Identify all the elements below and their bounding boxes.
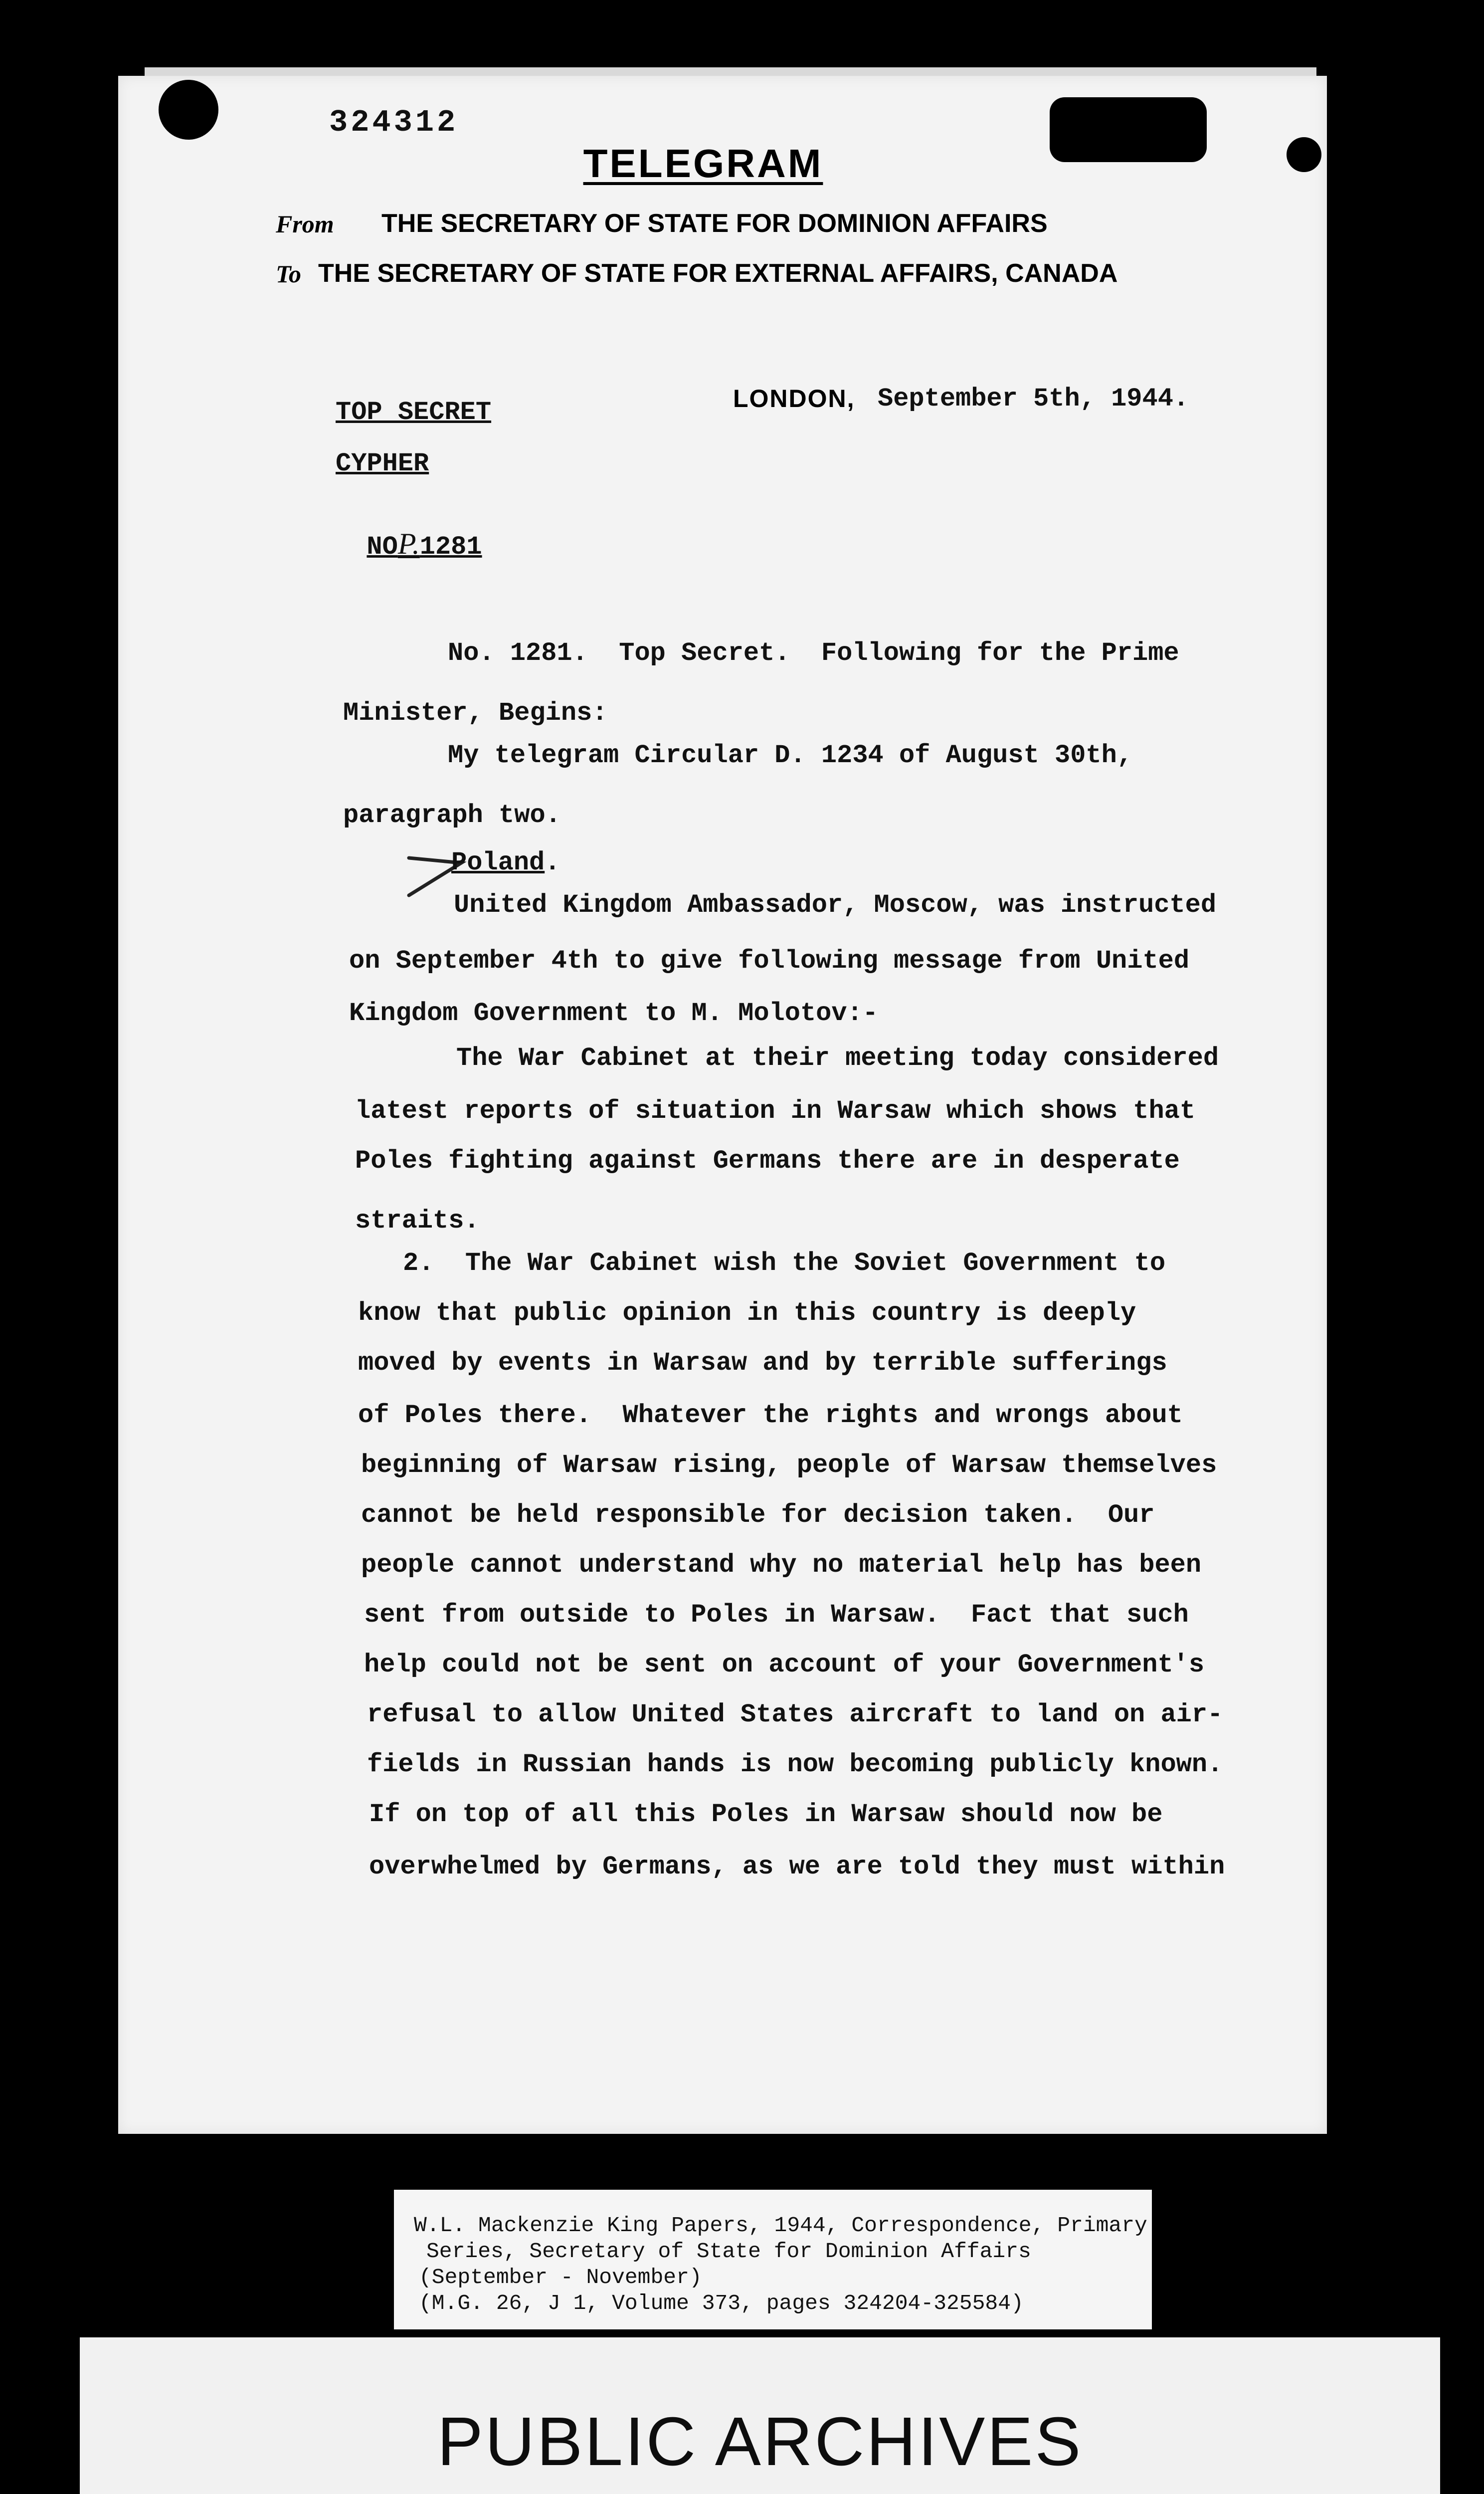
body-line: know that public opinion in this country is deeply — [358, 1298, 1136, 1328]
body-line: help could not be sent on account of your Government's — [364, 1650, 1205, 1679]
body-line: The War Cabinet at their meeting today considered — [456, 1043, 1219, 1073]
collection-label-line: (September - November) — [419, 2265, 702, 2289]
punch-hole — [159, 80, 218, 140]
telegram-title: TELEGRAM — [583, 141, 823, 186]
cypher-label: CYPHER — [336, 449, 429, 478]
body-line: My telegram Circular D. 1234 of August 30th, — [448, 741, 1133, 770]
body-line: cannot be held responsible for decision taken. Our — [361, 1500, 1155, 1530]
body-line: fields in Russian hands is now becoming publicly known. — [367, 1750, 1223, 1779]
body-line: people cannot understand why no material help has been — [361, 1550, 1202, 1580]
collection-label-line: Series, Secretary of State for Dominion Affairs — [426, 2239, 1031, 2264]
body-line: No. 1281. Top Secret. Following for the Prime — [448, 638, 1179, 668]
collection-label-line: (M.G. 26, J 1, Volume 373, pages 324204-325584) — [419, 2291, 1024, 2315]
place: LONDON, — [733, 385, 855, 413]
poland-heading-text: Poland — [451, 848, 545, 877]
to-label: To — [276, 260, 301, 288]
number-label: NO — [367, 532, 398, 562]
classification: TOP SECRET — [336, 398, 492, 427]
handwritten-prefix: P. — [397, 527, 420, 560]
archive-reference-number: 324312 — [329, 105, 459, 140]
collection-label — [394, 2190, 1152, 2329]
poland-heading: Poland. — [451, 848, 560, 877]
body-line: Minister, Begins: — [343, 698, 608, 728]
number-value: 1281 — [419, 532, 482, 562]
body-line: overwhelmed by Germans, as we are told they must within — [369, 1852, 1225, 1881]
from-value: THE SECRETARY OF STATE FOR DOMINION AFFAIRS — [381, 209, 1048, 238]
body-line: straits. — [355, 1206, 480, 1236]
to-value: THE SECRETARY OF STATE FOR EXTERNAL AFFAIRS, CANADA — [318, 259, 1118, 288]
body-line: beginning of Warsaw rising, people of Warsaw themselves — [361, 1451, 1217, 1480]
archives-line-english: PUBLIC ARCHIVES — [437, 2403, 1083, 2480]
body-line: Kingdom Government to M. Molotov:- — [349, 999, 878, 1028]
body-line: United Kingdom Ambassador, Moscow, was instructed — [454, 890, 1217, 920]
body-line: If on top of all this Poles in Warsaw should now be — [369, 1800, 1163, 1829]
body-line: 2. The War Cabinet wish the Soviet Government to — [403, 1248, 1166, 1278]
body-line: refusal to allow United States aircraft to land on air- — [367, 1700, 1223, 1729]
body-line: Poles fighting against Germans there are in desperate — [355, 1146, 1180, 1176]
body-line: latest reports of situation in Warsaw which shows that — [355, 1096, 1196, 1126]
message-number — [336, 499, 482, 562]
public-archives-card — [80, 2337, 1440, 2494]
body-line: moved by events in Warsaw and by terrible sufferings — [358, 1348, 1167, 1378]
collection-label-line: W.L. Mackenzie King Papers, 1944, Correspondence, Primary — [414, 2213, 1147, 2238]
body-line: paragraph two. — [343, 801, 561, 830]
body-line: sent from outside to Poles in Warsaw. Fact that such — [364, 1600, 1189, 1630]
body-line: of Poles there. Whatever the rights and wrongs about — [358, 1401, 1183, 1430]
body-line: on September 4th to give following message from United — [349, 946, 1190, 976]
date: September 5th, 1944. — [878, 384, 1189, 414]
from-label: From — [276, 210, 334, 238]
